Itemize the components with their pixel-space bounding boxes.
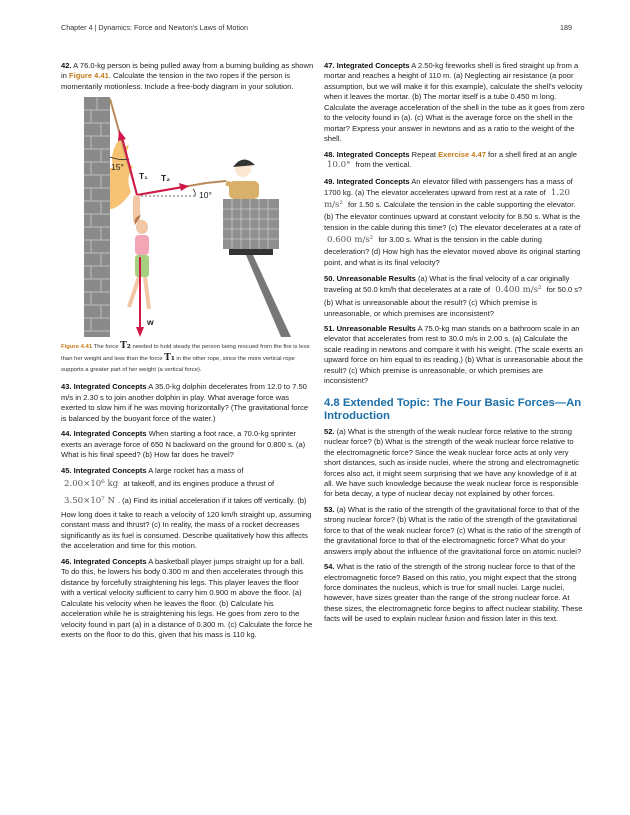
left-column (61, 61, 314, 645)
problem-47: 47. Integrated Concepts A 2.50-kg fireworks shell is fired straight up from a mortar and reaches a height of 110 m. (a) Neglecting air resistance (a poor assumption, but we will make it for this example), calculate the shell's velocity when it leaves the mortar. (b) The mortar itself is a tube 0.450 m long. Calculate the average acceleration of the shell in the tube as it goes from zero to the velocity found in (a). (c) What is the average force on the shell in the mortar? Express your answer in newtons and as a ratio to the weight of the shell. (324, 61, 585, 144)
problem-50: 50. Unreasonable Results (a) What is the final velocity of a car originally traveling at 50.0 km/h that decelerates at a rate of 0.400 m/s² for 50.0 s? (b) What is unreasonable about the result? (c) Which premise is unreasonable, or which premises are inconsistent? (324, 274, 583, 318)
page-header (61, 23, 572, 32)
angle-15-label: 15° (111, 162, 124, 173)
problem-54: 54. What is the ratio of the strength of the strong nuclear force to that of the electromagnetic force? Based on this ratio, you might expect that the strong force dominates the nucleus, which is true for small nuclei. Large nuclei, however, have sizes greater than the range of the strong nuclear force. At these sizes, the electromagnetic force begins to affect nuclear stability. These facts will be used to explain nuclear fusion and fission later in this text. (324, 562, 583, 624)
problem-42: 42. A 76.0-kg person is being pulled away from a burning building as shown in Figure 4.41. Calculate the tension in the two ropes if the person is momentarily motionless. Include a free-body diagram in your solution. (61, 61, 314, 91)
problem-45: 45. Integrated Concepts A large rocket has a mass of 2.00×10⁶ kg at takeoff, and its engines produce a thrust of 3.50×10⁷ N . (a) Find its initial acceleration if it takes off vertically. (b) How long does it take to reach a velocity of 120 km/h straight up, assuming constant mass and thrust? (c) In reality, the mass of a rocket decreases significantly as its fuel is consumed. Describe qualitatively how this affects the acceleration and time for this motion. (61, 465, 312, 551)
page-number: 189 (560, 23, 572, 32)
exercise-link[interactable]: Exercise 4.47 (438, 149, 486, 159)
crane-boom (246, 255, 291, 337)
problem-48: 48. Integrated Concepts Repeat Exercise 4.47 for a shell fired at an angle 10.0° from the vertical. (324, 149, 577, 171)
section-title: 4.8 Extended Topic: The Four Basic Forces—An Introduction (324, 396, 582, 422)
brick-wall (84, 97, 110, 337)
problem-49: 49. Integrated Concepts An elevator filled with passengers has a mass of 1700 kg. (a) The elevator accelerates upward from rest at a rate of 1.20 m/s² for 1.50 s. Calculate the tension in the cable supporting the elevator. (b) The elevator continues upward at constant velocity for 8.50 s. What is the tension in the cable during this time? (c) The elevator decelerates at a rate of 0.600 m/s² for 3.00 s. What is the tension in the cable during deceleration? (d) How high has the elevator moved above its original starting point, and what is its final velocity? (324, 176, 581, 267)
problem-43: 43. Integrated Concepts A 35.0-kg dolphin decelerates from 12.0 to 7.50 m/s in 2.30 s to join another dolphin in play. What average force was exerted to slow him if he was moving horizontally? (The gravitational force is balanced by the buoyant force of the water.) (61, 382, 309, 423)
t2-label: T₂ (161, 173, 170, 184)
problem-44: 44. Integrated Concepts When starting a foot race, a 70.0-kg sprinter exerts an average force of 650 N backward on the ground for 0.800 s. (a) What is his final speed? (b) How far does he travel? (61, 429, 306, 460)
right-column (324, 61, 586, 630)
t1-label: T₁ (139, 171, 148, 182)
problem-number: 42. (61, 61, 72, 70)
figure-4-41 (61, 97, 314, 337)
w-label: w (147, 317, 154, 328)
problem-52: 52. (a) What is the strength of the weak nuclear force relative to the strong nuclear force? (b) What is the strength of the weak nuclear force relative to the electromagnetic force? Since the weak nuclear force acts at only very short distances, such as inside nuclei, where the strong and electromagnetic forces also act, it might seem surprising that we have any knowledge of it at all. We have such knowledge because the weak nuclear force is responsible for beta decay, a type of nuclear decay not explained by other forces. (324, 426, 580, 499)
figure-caption: Figure 4.41 The force T₂ needed to hold steady the person being rescued from the fire is less than her weight and less than the force T₁ in the other rope, since the more vertical rope supports a greater part of her weight (a vertical force). (61, 341, 310, 374)
t2-vector (137, 187, 183, 195)
arrowhead-icon (136, 327, 144, 337)
chapter-title: Chapter 4 | Dynamics: Force and Newton's Laws of Motion (61, 23, 249, 32)
firefighter-figure (226, 160, 259, 200)
arrowhead-icon (118, 130, 126, 141)
angle-10-label: 10° (199, 190, 212, 201)
problem-46: 46. Integrated Concepts A basketball player jumps straight up for a ball. To do this, he lowers his body 0.300 m and then accelerates through this distance by forcefully straightening his legs. This player leaves the floor with a vertical velocity sufficient to carry him 0.900 m above the floor. (a) Calculate his velocity when he leaves the floor. (b) Calculate his acceleration while he is straightening his legs. He goes from zero to the velocity found in part (a) in a distance of 0.300 m. (c) Calculate the force he exerts on the floor to do this, given that his mass is 110 kg. (61, 556, 313, 639)
rescue-diagram (61, 97, 314, 337)
aerial-bucket (223, 199, 279, 249)
problem-53: 53. (a) What is the ratio of the strength of the gravitational force to that of the strong nuclear force? (b) What is the ratio of the strength of the gravitational force to that of the weak nuclear force? (c) What is the ratio of the strength of the gravitational force to that of the electromagnetic force? What do your answers imply about the influence of the gravitational force on atomic nuclei? (324, 504, 582, 556)
figure-link[interactable]: Figure 4.41 (68, 71, 109, 81)
problem-51: 51. Unreasonable Results A 75.0-kg man stands on a bathroom scale in an elevator that accelerates from rest to 30.0 m/s in 2.00 s. (a) Calculate the scale reading in newtons and compare it with his weight. (The scale exerts an upward force on him equal to its reading.) (b) What is unreasonable about the result? (c) Which premise is unreasonable, or which premises are inconsistent? (324, 323, 583, 386)
